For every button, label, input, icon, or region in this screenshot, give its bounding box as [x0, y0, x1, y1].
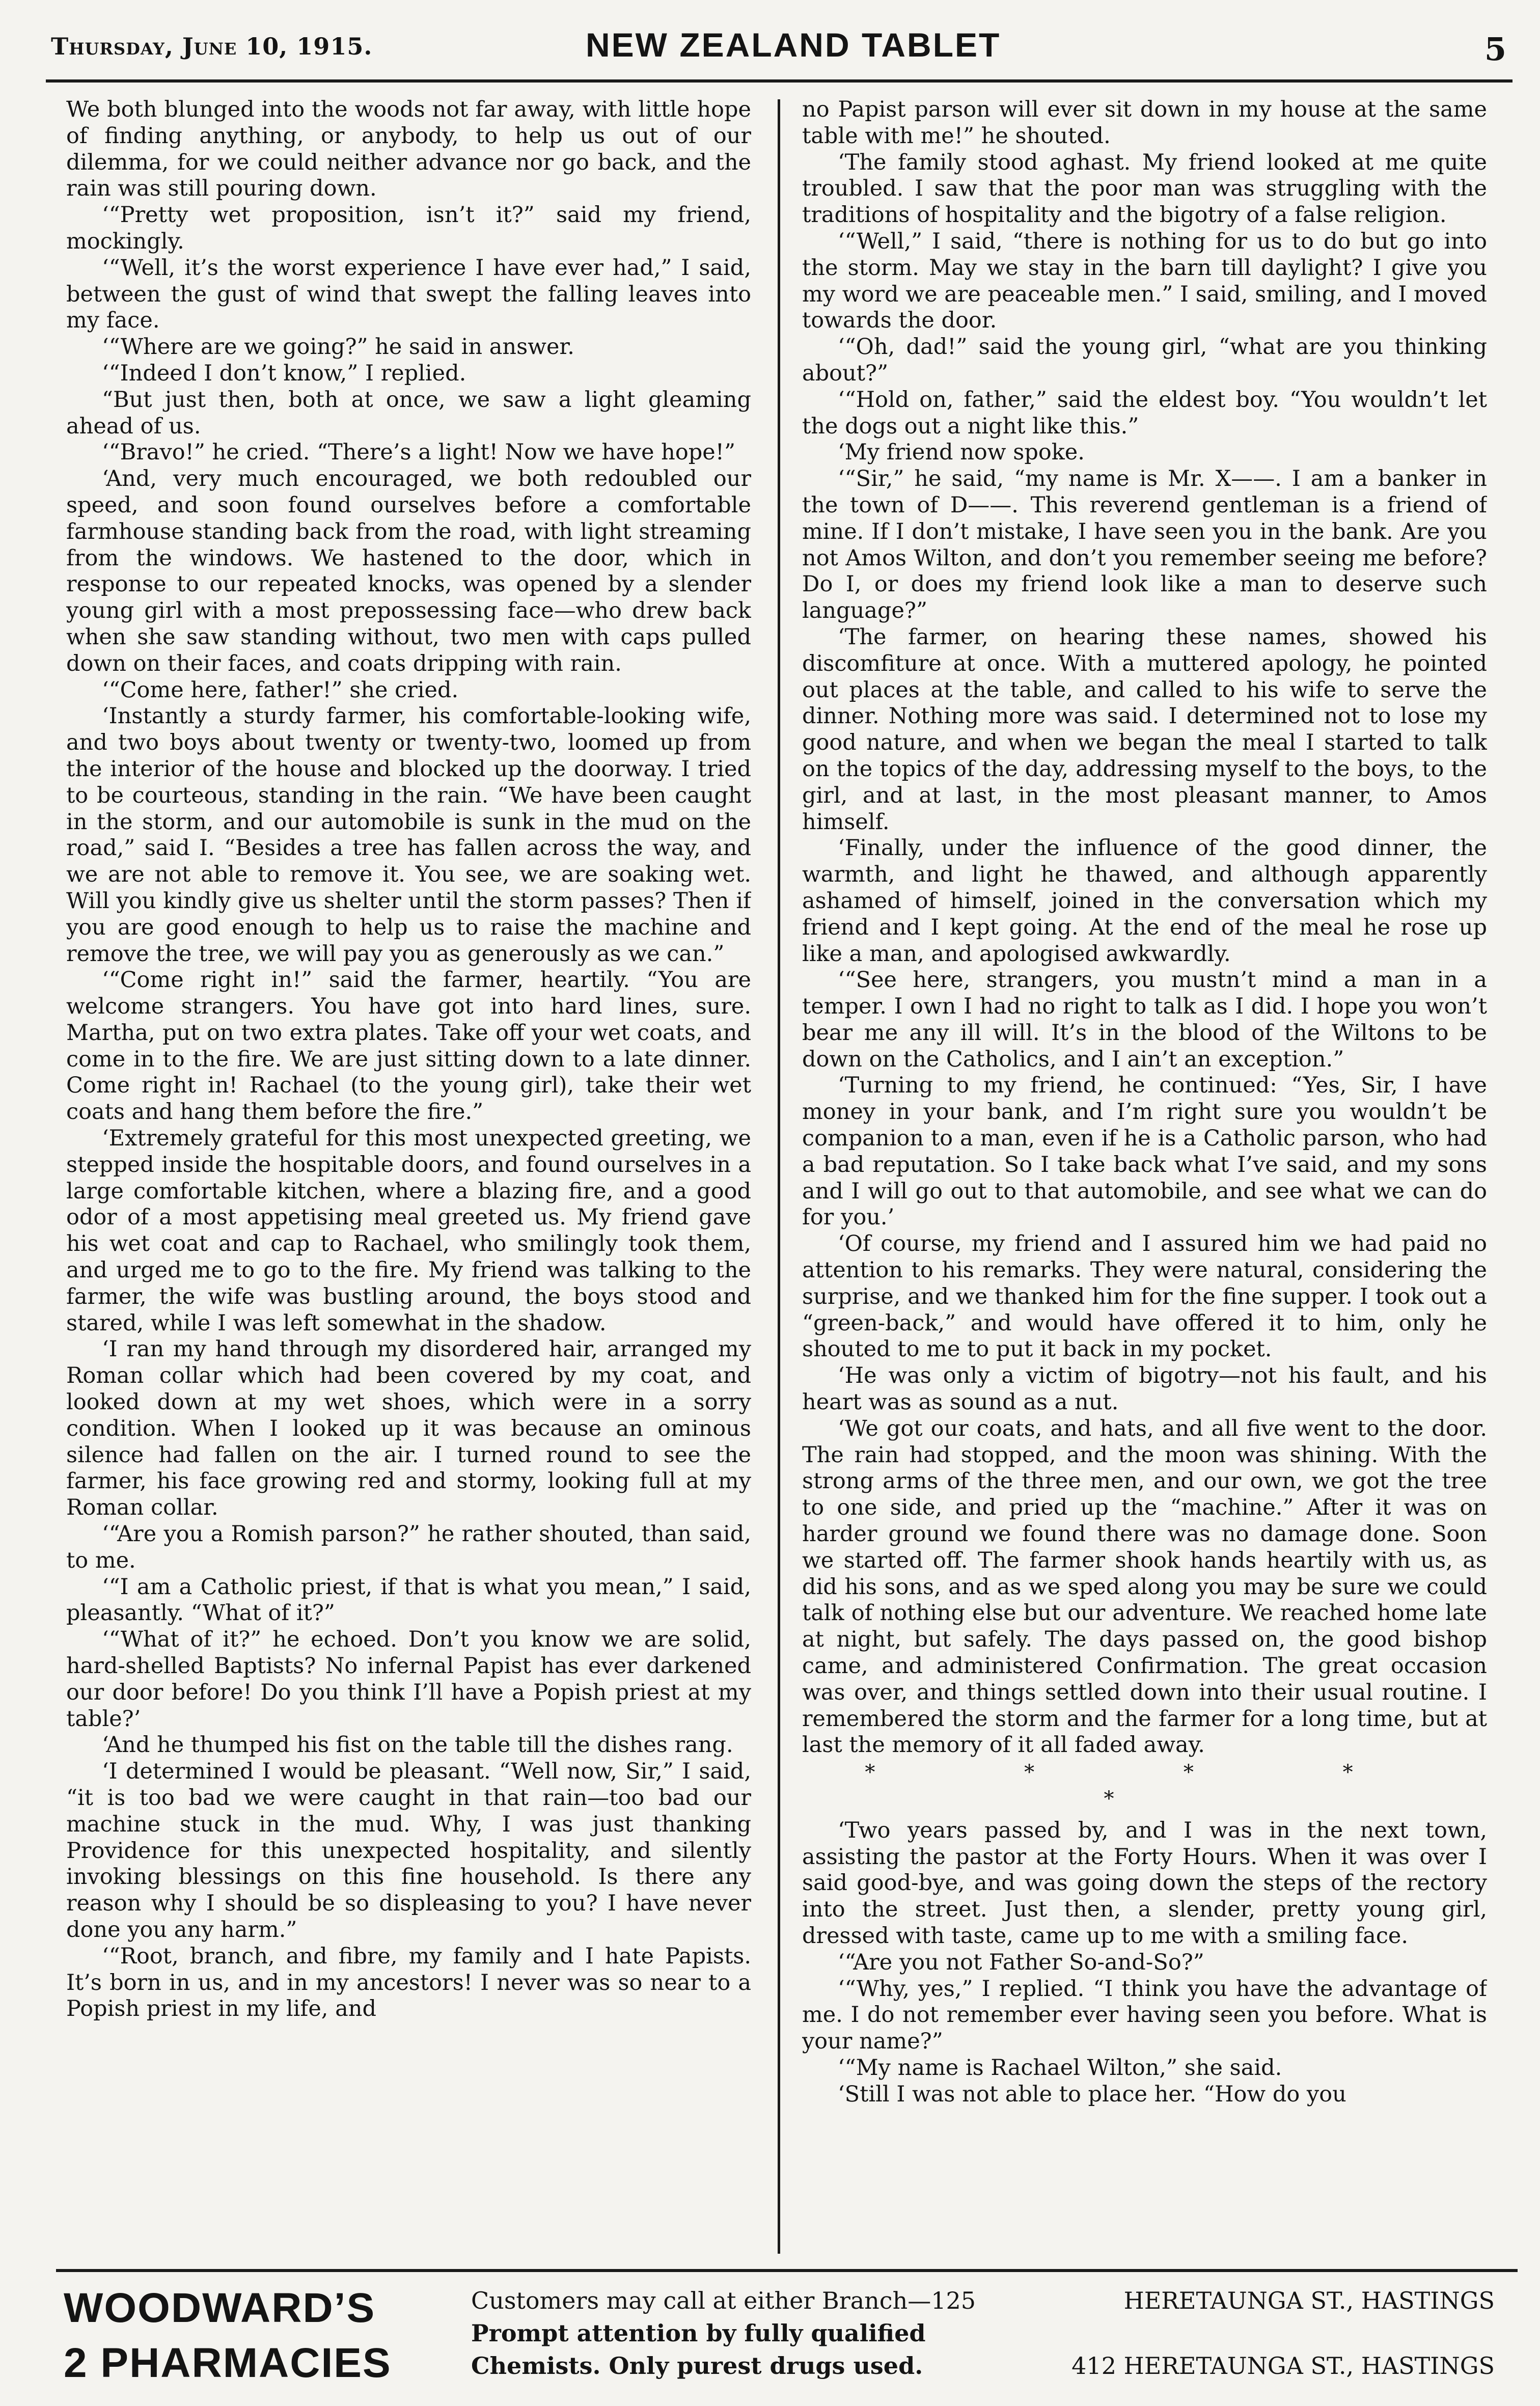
paragraph: ‘“Hold on, father,” said the eldest boy. “You wouldn’t let the dogs out a night like this.”	[802, 387, 1487, 439]
advert-details	[471, 2284, 1495, 2382]
paragraph: ‘Still I was not able to place her. “How do you	[838, 2081, 1346, 2107]
paragraph: no Papist parson will ever sit down in my house at the same table with me!” he shouted.	[802, 97, 1487, 149]
article-column-right	[802, 97, 1487, 2256]
paragraph: ‘And, very much encouraged, we both redoubled our speed, and soon found ourselves before a comfortable farmhouse standing back from the road, with light streaming from the windows. We hastened to the door, which in response to our repeated knocks, was opened by a slender young girl with a most prepossessing face—who drew back when she saw standing without, two men with caps pulled down on their faces, and coats dripping with rain.	[66, 466, 751, 676]
paragraph: ‘Of course, my friend and I assured him we had paid no attention to his remarks. They were natural, considering the surprise, and we thanked him for the fine supper. I took out a “green-back,” and would have offered it to him, only he shouted to me to put it back in my pocket.	[802, 1231, 1487, 1362]
advert-line-2	[471, 2317, 1495, 2349]
paragraph: ‘“Indeed I don’t know,” I replied.	[102, 360, 466, 386]
paragraph: We both blunged into the woods not far away, with little hope of finding anything, or anybody, to help us out of our dilemma, for we could neither advance nor go back, and the rain was still pouring down.	[66, 97, 751, 202]
paragraph: ‘The farmer, on hearing these names, showed his discomfiture at once. With a muttered apology, he pointed out places at the table, and called to his wife to serve the dinner. Nothing more was said. I determined not to lose my good nature, and when we began the meal I started to talk on the topics of the day, addressing myself to the boys, to the girl, and at last, in the most pleasant manner, to Amos himself.	[802, 624, 1487, 835]
paragraph: ‘Turning to my friend, he continued: “Yes, Sir, I have money in your bank, and I’m right sure you wouldn’t be companion to a man, even if he is a Catholic parson, who had a bad reputation. So I take back what I’ve said, and my sons and I will go out to that automobile, and see what we can do for you.’	[802, 1073, 1487, 1231]
paragraph: ‘“Pretty wet proposition, isn’t it?” said my friend, mockingly.	[66, 202, 751, 254]
paragraph: ‘“Well,” I said, “there is nothing for us to do but go into the storm. May we stay in the barn till daylight? I give you my word we are peaceable men.” I said, smiling, and I moved towards the door.	[802, 228, 1487, 334]
paragraph: ‘Two years passed by, and I was in the next town, assisting the pastor at the Forty Hours. When it was over I said good-bye, and was going down the steps of the rectory into the street. Just then, a slender, pretty young girl, dressed with taste, came up to me with a smiling face.	[802, 1817, 1487, 1949]
paragraph: ‘Extremely grateful for this most unexpected greeting, we stepped inside the hospitable doors, and found ourselves in a large comfortable kitchen, where a blazing fire, and a good odor of a most appetising meal greeted us. My friend gave his wet coat and cap to Rachael, who smilingly took them, and urged me to go to the fire. My friend was talking to the farmer, the wife was bustling around, the boys stood and stared, while I was left somewhat in the shadow.	[66, 1126, 751, 1336]
page-number: 5	[1484, 31, 1506, 68]
issue-date: Thursday, June 10, 1915.	[51, 33, 373, 60]
paragraph: “But just then, both at once, we saw a light gleaming ahead of us.	[66, 387, 751, 439]
paragraph: ‘“Are you a Romish parson?” he rather shouted, than said, to me.	[66, 1521, 751, 1573]
column-divider	[778, 99, 780, 2254]
paragraph: ‘I ran my hand through my disordered hair, arranged my Roman collar which had been covered by my coat, and looked down at my wet shoes, which were in a sorry condition. When I looked up it was because an ominous silence had fallen on the air. I turned round to see the farmer, his face growing red and stormy, looking full at my Roman collar.	[66, 1336, 751, 1521]
advert-chemists-note: Chemists. Only purest drugs used.	[471, 2352, 923, 2380]
advert-line-1	[471, 2284, 1495, 2317]
paragraph: ‘We got our coats, and hats, and all five went to the door. The rain had stopped, and the moon was shining. With the strong arms of the three men, and our own, we got the tree to one side, and pried up the “machine.” After it was on harder ground we found there was no damage done. Soon we started off. The farmer shook hands heartily with us, as did his sons, and as we sped along you may be sure we could talk of nothing else but our adventure. We reached home late at night, but safely. The days passed on, the good bishop came, and administered Confirmation. The great occasion was over, and things settled down into their usual routine. I remembered the storm and the farmer for a long time, but at last the memory of it all faded away.	[802, 1415, 1487, 1758]
paragraph: ‘“Come here, father!” she cried.	[102, 677, 459, 703]
paragraph: ‘“Are you not Father So-and-So?”	[838, 1949, 1204, 1975]
article-column-left	[66, 97, 751, 2256]
paragraph: ‘“Come right in!” said the farmer, heartily. “You are welcome strangers. You have got into hard lines, sure. Martha, put on two extra plates. Take off your wet coats, and come in to the fire. We are just sitting down to a late dinner. Come right in! Rachael (to the young girl), take their wet coats and hang them before the fire.”	[66, 967, 751, 1125]
masthead-rule	[46, 79, 1513, 83]
paragraph: ‘“Oh, dad!” said the young girl, “what are you thinking about?”	[802, 334, 1487, 386]
paragraph: ‘“My name is Rachael Wilton,” she said.	[838, 2055, 1282, 2081]
paragraph: ‘Finally, under the influence of the good dinner, the warmth, and light he thawed, and although apparently ashamed of himself, joined in the conversation which my friend and I kept going. At the end of the meal he rose up like a man, and apologised awkwardly.	[802, 835, 1487, 967]
paragraph: ‘“See here, strangers, you mustn’t mind a man in a temper. I own I had no right to talk as I did. I hope you won’t bear me any ill will. It’s in the blood of the Wiltons to be down on the Catholics, and I ain’t an exception.”	[802, 967, 1487, 1072]
advert-line-3	[471, 2349, 1495, 2382]
advert-brand-name: WOODWARD’S	[64, 2285, 376, 2331]
paragraph: ‘My friend now spoke.	[838, 440, 1085, 466]
paragraph: ‘“Sir,” he said, “my name is Mr. X——. I am a banker in the town of D——. This reverend gentleman is a friend of mine. If I don’t mistake, I have seen you in the bank. Are you not Amos Wilton, and don’t you remember seeing me before? Do I, or does my friend look like a man to deserve such language?”	[802, 466, 1487, 624]
advert-address-2: 412 HERETAUNGA ST., HASTINGS	[1071, 2352, 1495, 2380]
advert-brand	[64, 2281, 471, 2391]
advert-rule	[56, 2269, 1518, 2272]
paragraph: ‘“Where are we going?” he said in answer.	[102, 334, 574, 360]
paragraph: ‘And he thumped his fist on the table till the dishes rang.	[102, 1732, 733, 1758]
advert-brand-subtitle: 2 PHARMACIES	[64, 2340, 392, 2386]
advert-attention-note: Prompt attention by fully qualified	[471, 2319, 926, 2347]
paragraph: ‘He was only a victim of bigotry—not his fault, and his heart was as sound as a nut.	[802, 1363, 1487, 1415]
paragraph: ‘The family stood aghast. My friend looked at me quite troubled. I saw that the poor man was struggling with the traditions of hospitality and the bigotry of a false religion.	[802, 149, 1487, 228]
paragraph: ‘Instantly a sturdy farmer, his comfortable-looking wife, and two boys about twenty or twenty-two, loomed up from the interior of the house and blocked up the doorway. I tried to be courteous, standing in the rain. “We have been caught in the storm, and our automobile is sunk in the mud on the road,” said I. “Besides a tree has fallen across the way, and we are not able to remove it. You see, we are soaking wet. Will you kindly give us shelter until the storm passes? Then if you are good enough to help us to raise the machine and remove the tree, we will pay you as generously as we can.”	[66, 703, 751, 967]
paragraph: ‘“Well, it’s the worst experience I have ever had,” I said, between the gust of wind that swept the falling leaves into my face.	[66, 255, 751, 334]
section-break: * * * * *	[865, 1761, 1424, 1811]
paragraph: ‘“Why, yes,” I replied. “I think you have the advantage of me. I do not remember ever having seen you before. What is your name?”	[802, 1976, 1487, 2055]
paragraph: ‘“What of it?” he echoed. Don’t you know we are solid, hard-shelled Baptists? No infernal Papist has ever darkened our door before! Do you think I’ll have a Popish priest at my table?’	[66, 1627, 751, 1732]
paragraph: ‘“I am a Catholic priest, if that is what you mean,” I said, pleasantly. “What of it?”	[66, 1574, 751, 1626]
masthead	[46, 24, 1513, 86]
paragraph: ‘“Root, branch, and fibre, my family and I hate Papists. It’s born in us, and in my ancestors! I never was so near to a Popish priest in my life, and	[66, 1943, 751, 2022]
advert-address-1: HERETAUNGA ST., HASTINGS	[1123, 2287, 1495, 2314]
newspaper-title: NEW ZEALAND TABLET	[586, 26, 1001, 64]
paragraph: ‘I determined I would be pleasant. “Well now, Sir,” I said, “it is too bad we were caught in that rain—too bad our machine stuck in the mud. Why, I was just thanking Providence for this unexpected hospitality, and silently invoking blessings on this fine household. Is there any reason why I should be so displeasing to you? I have never done you any harm.”	[66, 1759, 751, 1943]
paragraph: ‘“Bravo!” he cried. “There’s a light! Now we have hope!”	[102, 440, 735, 466]
advert-branch-note: Customers may call at either Branch—125	[471, 2287, 976, 2314]
